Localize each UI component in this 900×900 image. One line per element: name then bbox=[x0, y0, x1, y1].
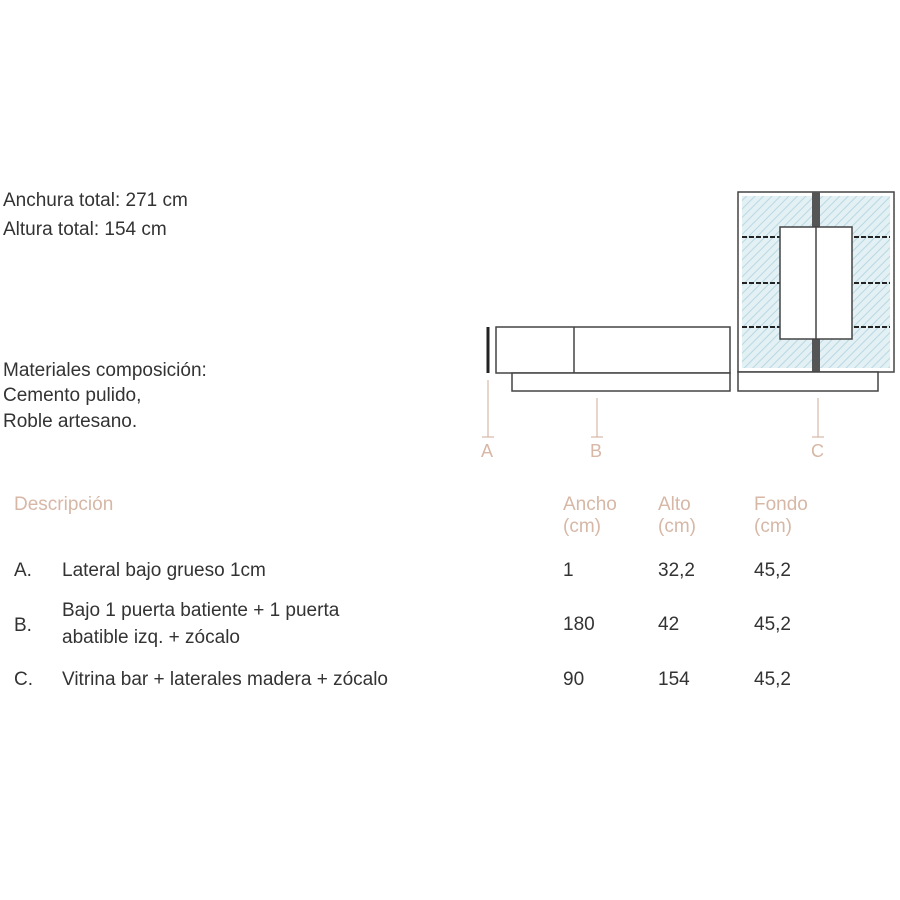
row-width: 180 bbox=[563, 614, 595, 635]
drawing-label-c: C bbox=[811, 441, 824, 461]
row-description: Vitrina bar + laterales madera + zócalo bbox=[62, 669, 388, 690]
row-letter: C. bbox=[14, 669, 33, 690]
row-height: 42 bbox=[658, 614, 680, 635]
header-description: Descripción bbox=[14, 494, 114, 515]
row-height: 32,2 bbox=[658, 560, 695, 581]
row-height: 154 bbox=[658, 669, 690, 690]
piece-b-low-cabinet bbox=[496, 327, 730, 391]
header-width-label: Ancho bbox=[563, 494, 617, 515]
header-height bbox=[658, 494, 696, 538]
header-unit: (cm) bbox=[658, 516, 696, 537]
total-width-text: Anchura total: 271 cm bbox=[3, 190, 188, 211]
row-description: Lateral bajo grueso 1cm bbox=[62, 560, 266, 581]
materials-heading: Materiales composición: bbox=[3, 360, 207, 381]
drawing-label-a: A bbox=[481, 441, 494, 461]
row-letter: B. bbox=[14, 615, 32, 636]
row-width: 1 bbox=[563, 560, 574, 581]
drawing-label-b: B bbox=[590, 441, 603, 461]
header-height-label: Alto bbox=[658, 494, 691, 515]
header-unit: (cm) bbox=[563, 516, 601, 537]
row-width: 90 bbox=[563, 669, 585, 690]
header-width bbox=[563, 494, 617, 538]
piece-c-glass-cabinet bbox=[738, 192, 894, 391]
row-description: Bajo 1 puerta batiente + 1 puerta bbox=[62, 600, 340, 621]
total-height-text: Altura total: 154 cm bbox=[3, 219, 167, 240]
header-unit: (cm) bbox=[754, 516, 792, 537]
row-depth: 45,2 bbox=[754, 560, 791, 581]
row-depth: 45,2 bbox=[754, 669, 791, 690]
row-description: abatible izq. + zócalo bbox=[62, 627, 240, 648]
header-depth bbox=[754, 494, 808, 538]
row-depth: 45,2 bbox=[754, 614, 791, 635]
header-depth-label: Fondo bbox=[754, 494, 808, 515]
material-line: Cemento pulido, bbox=[3, 385, 142, 406]
row-letter: A. bbox=[14, 560, 32, 581]
material-line: Roble artesano. bbox=[3, 411, 138, 432]
